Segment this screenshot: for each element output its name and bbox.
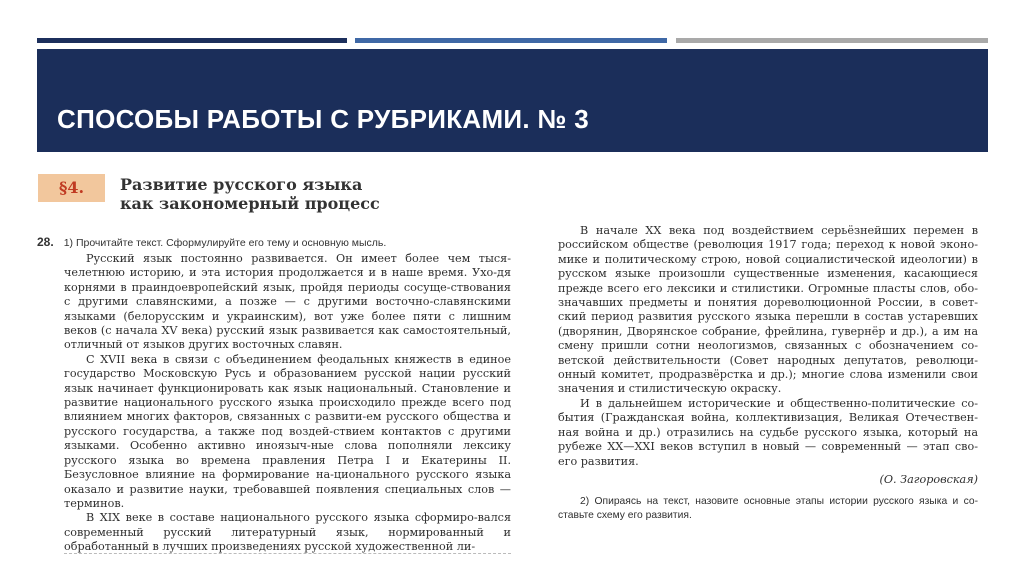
- left-text-column: [64, 252, 511, 558]
- task1-text: 1) Прочитайте текст. Сформулируйте его тему и основную мысль.: [63, 237, 387, 249]
- paragraph-title: [120, 175, 380, 213]
- exercise-task1: [37, 235, 502, 249]
- text-paragraph: В XIX веке в составе национального русского языка сформиро-вался современный русский литературный язык, нормированный и обработанный в лучших произведениях русской художественной ли-: [64, 511, 511, 554]
- accent-bar-gray: [676, 38, 988, 43]
- paragraph-title-line2: как закономерный процесс: [120, 194, 380, 213]
- paragraph-title-line1: Развитие русского языка: [120, 175, 363, 194]
- paragraph-number-badge: §4.: [38, 174, 105, 202]
- text-paragraph: В начале XX века под воздействием серьёзнейших перемен в российском обществе (революция 1917 года; переход к новой эконо-мике и политическому строю, новой социалистической идеологии) в русском языке произошли существенные изменения, касающиеся прежде всего его лексики и стилистики. Огромные пласты слов, обо-значавших предметы и понятия дореволюционной России, в совет-ский период развития русского языка перешли в состав устаревших (дворянин, Дворянское собрание, фрейлина, гувернёр и др.), а им на смену пришли сотни неологизмов, связанных с обозначением со-ветской действительности (Совет народных депутатов, революци-онный комитет, продразвёрстка и др.); многие слова изменили свои значения и стилистическую окраску.: [558, 224, 978, 396]
- accent-bar-blue: [355, 38, 667, 43]
- accent-bar-dark: [37, 38, 347, 43]
- text-paragraph: Русский язык постоянно развивается. Он имеет более чем тыся-челетнюю историю, и эта история продолжается и в наше время. Ухо-дя корнями в праиндоевропейский язык, пройдя периоды сосуще-ствования с другими славянскими, а позже — с другими восточно-славянскими языками (белорусским и украинским), вот уже более пяти с лишним веков (с начала XV века) русский язык развивается как самостоятельный, отличный от языков других восточных славян.: [64, 252, 511, 352]
- slide-title: СПОСОБЫ РАБОТЫ С РУБРИКАМИ. № 3: [57, 104, 590, 134]
- exercise-number: 28.: [37, 235, 54, 249]
- cut-off-line: [64, 553, 511, 554]
- title-banner: [37, 49, 988, 152]
- textbook-scan: [37, 152, 988, 562]
- text-paragraph: И в дальнейшем исторические и общественно-политические со-бытия (Гражданская война, коллективизация, Великая Отечествен-ная война и др.) отразились на судьбе русского языка, который на рубеже XX—XXI веков вступил в новый — современный — этап сво-его развития.: [558, 396, 978, 468]
- exercise-task2: 2) Опираясь на текст, назовите основные этапы истории русского языка и со-ставьте схему его развития.: [558, 496, 978, 522]
- right-text-column: [558, 224, 978, 523]
- author-attribution: (О. Загоровская): [879, 472, 978, 486]
- text-paragraph: С XVII века в связи с объединением феодальных княжеств в единое государство Московскую Русь и образованием русской нации русский язык начинает функционировать как язык национальный. Становление и развитие национального русского языка происходило прежде всего под влиянием многих факторов, связанных с развити-ем русского общества и русского государства, а также под воздей-ствием контактов с другими языками. Особенно активно иноязыч-ные слова пополняли лексику русского языка во времена правления Петра I и Екатерины II. Безусловное влияние на формирование на-ционального русского языка оказало и развитие науки, требовавшей появления специальных слов — терминов.: [64, 352, 511, 510]
